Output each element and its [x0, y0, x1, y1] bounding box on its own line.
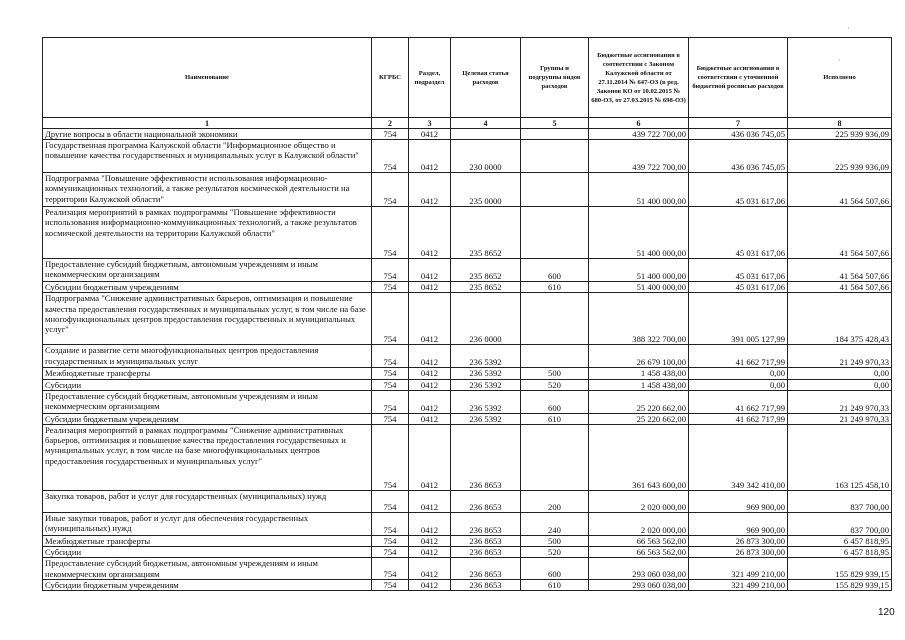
row-refined-amount: 0,00: [689, 379, 788, 390]
column-number: 6: [589, 118, 689, 129]
row-law-amount: 25 220 662,00: [589, 413, 689, 424]
row-refined-amount: 391 005 127,99: [689, 293, 788, 345]
row-name: Подпрограмма "Снижение административных барьеров, оптимизация и повышение качества предоставления государственных и муниципальных услуг, в том числе на базе многофункциональных центров предоставления государственных и муниципальных услуг": [43, 293, 372, 345]
row-executed-amount: 41 564 507,66: [788, 259, 892, 282]
row-target: 236 8653: [451, 547, 521, 558]
row-group: [521, 207, 589, 259]
column-number: 4: [451, 118, 521, 129]
column-number: 1: [43, 118, 372, 129]
row-group: [521, 293, 589, 345]
row-law-amount: 51 400 000,00: [589, 282, 689, 293]
table-row: [43, 368, 892, 379]
row-law-amount: 66 563 562,00: [589, 547, 689, 558]
row-section: 0412: [409, 293, 451, 345]
row-refined-amount: 321 499 210,00: [689, 579, 788, 590]
row-refined-amount: 45 031 617,06: [689, 282, 788, 293]
row-name: Субсидии бюджетным учреждениям: [43, 413, 372, 424]
row-section: 0412: [409, 547, 451, 558]
row-target: 236 5392: [451, 413, 521, 424]
row-executed-amount: 225 939 936,09: [788, 140, 892, 173]
row-executed-amount: 155 829 939,15: [788, 579, 892, 590]
header-name: Наименование: [43, 38, 372, 118]
row-section: 0412: [409, 413, 451, 424]
header-law: Бюджетные ассигнования в соответствии с Законом Калужской области от 27.11.2014 № 647-ОЗ (в ред. Законов КО от 10.02.2015 № 680-ОЗ, от 27.03.2015 № 698-ОЗ): [589, 38, 689, 118]
row-name: Предоставление субсидий бюджетным, автономным учреждениям и иным некоммерческим организациям: [43, 390, 372, 413]
header-groups: Группы и подгруппы видов расходов: [521, 38, 589, 118]
row-executed-amount: 155 829 939,15: [788, 558, 892, 579]
row-name: Другие вопросы в области национальной экономики: [43, 129, 372, 140]
row-section: 0412: [409, 390, 451, 413]
row-kgrbs: 754: [372, 368, 409, 379]
table-row: [43, 293, 892, 345]
row-section: 0412: [409, 558, 451, 579]
table-row: [43, 282, 892, 293]
row-group: 520: [521, 547, 589, 558]
row-section: 0412: [409, 140, 451, 173]
table-row: [43, 579, 892, 590]
row-section: 0412: [409, 368, 451, 379]
row-refined-amount: 436 036 745,05: [689, 140, 788, 173]
row-law-amount: 439 722 700,00: [589, 140, 689, 173]
row-executed-amount: 41 564 507,66: [788, 173, 892, 207]
row-target: 236 8653: [451, 536, 521, 547]
scan-mark: ·: [847, 24, 850, 33]
row-executed-amount: 41 564 507,66: [788, 207, 892, 259]
table-body: [43, 129, 892, 591]
row-refined-amount: 41 662 717,99: [689, 413, 788, 424]
row-target: 235 8652: [451, 259, 521, 282]
row-target: 236 8653: [451, 558, 521, 579]
row-kgrbs: 754: [372, 390, 409, 413]
row-section: 0412: [409, 173, 451, 207]
row-group: [521, 140, 589, 173]
row-executed-amount: 225 939 936,09: [788, 129, 892, 140]
row-name: Подпрограмма "Повышение эффективности использования информационно-коммуникационных технологий, а также результатов космической деятельности на территории Калужской области": [43, 173, 372, 207]
row-name: Субсидии: [43, 379, 372, 390]
row-group: [521, 129, 589, 140]
header-executed: Исполнено: [788, 38, 892, 118]
row-name: Иные закупки товаров, работ и услуг для обеспечения государственных (муниципальных) нужд: [43, 513, 372, 536]
table-row: [43, 173, 892, 207]
row-name: Субсидии бюджетным учреждениям: [43, 282, 372, 293]
row-law-amount: 51 400 000,00: [589, 259, 689, 282]
row-kgrbs: 754: [372, 173, 409, 207]
header-refined: Бюджетные ассигнования в соответствии с уточненной бюджетной росписью расходов: [689, 38, 788, 118]
row-executed-amount: 6 457 818,95: [788, 547, 892, 558]
row-section: 0412: [409, 491, 451, 513]
row-kgrbs: 754: [372, 558, 409, 579]
row-refined-amount: 45 031 617,06: [689, 173, 788, 207]
row-refined-amount: 45 031 617,06: [689, 207, 788, 259]
row-section: 0412: [409, 513, 451, 536]
row-law-amount: 26 679 100,00: [589, 345, 689, 368]
row-target: [451, 129, 521, 140]
row-executed-amount: 0,00: [788, 368, 892, 379]
row-group: [521, 345, 589, 368]
row-law-amount: 51 400 000,00: [589, 173, 689, 207]
row-group: 600: [521, 558, 589, 579]
header-row: [43, 38, 892, 118]
row-name: Предоставление субсидий бюджетным, автономным учреждениям и иным некоммерческим организациям: [43, 259, 372, 282]
row-kgrbs: 754: [372, 491, 409, 513]
row-kgrbs: 754: [372, 579, 409, 590]
row-executed-amount: 0,00: [788, 379, 892, 390]
row-law-amount: 361 643 600,00: [589, 425, 689, 491]
row-target: 236 5392: [451, 345, 521, 368]
row-kgrbs: 754: [372, 129, 409, 140]
row-refined-amount: 41 662 717,99: [689, 390, 788, 413]
row-law-amount: 439 722 700,00: [589, 129, 689, 140]
row-kgrbs: 754: [372, 536, 409, 547]
row-group: [521, 173, 589, 207]
row-kgrbs: 754: [372, 293, 409, 345]
row-law-amount: 25 220 662,00: [589, 390, 689, 413]
row-refined-amount: 969 900,00: [689, 491, 788, 513]
row-law-amount: 2 020 000,00: [589, 513, 689, 536]
row-section: 0412: [409, 536, 451, 547]
row-name: Субсидии бюджетным учреждениям: [43, 579, 372, 590]
table-row: [43, 536, 892, 547]
header-kgrbs: КГРБС: [372, 38, 409, 118]
row-name: Межбюджетные трансферты: [43, 368, 372, 379]
row-executed-amount: 21 249 970,33: [788, 413, 892, 424]
row-section: 0412: [409, 425, 451, 491]
row-kgrbs: 754: [372, 513, 409, 536]
row-refined-amount: 45 031 617,06: [689, 259, 788, 282]
page-number: 120: [878, 607, 895, 618]
column-number-row: [43, 118, 892, 129]
row-kgrbs: 754: [372, 413, 409, 424]
row-refined-amount: 349 342 410,00: [689, 425, 788, 491]
row-executed-amount: 163 125 458,10: [788, 425, 892, 491]
row-section: 0412: [409, 259, 451, 282]
row-refined-amount: 26 873 300,00: [689, 536, 788, 547]
column-number: 3: [409, 118, 451, 129]
row-law-amount: 1 458 438,00: [589, 368, 689, 379]
row-section: 0412: [409, 282, 451, 293]
row-law-amount: 51 400 000,00: [589, 207, 689, 259]
row-executed-amount: 41 564 507,66: [788, 282, 892, 293]
row-group: 240: [521, 513, 589, 536]
row-refined-amount: 436 036 745,05: [689, 129, 788, 140]
row-name: Создание и развитие сети многофункциональных центров предоставления государственных и муниципальных услуг: [43, 345, 372, 368]
row-refined-amount: 0,00: [689, 368, 788, 379]
row-name: Реализация мероприятий в рамках подпрограммы "Снижение административных барьеров, оптимизация и повышение качества предоставления государственных и муниципальных услуг, в том числе на базе многофункциональных центров предоставления государственных и муниципальных услуг": [43, 425, 372, 491]
row-kgrbs: 754: [372, 259, 409, 282]
header-target: Целевая статья расходов: [451, 38, 521, 118]
table-row: [43, 390, 892, 413]
row-target: 230 0000: [451, 140, 521, 173]
row-section: 0412: [409, 345, 451, 368]
row-executed-amount: 21 249 970,33: [788, 390, 892, 413]
table-row: [43, 425, 892, 491]
row-target: 236 8653: [451, 579, 521, 590]
row-group: 500: [521, 368, 589, 379]
table-row: [43, 379, 892, 390]
row-group: 610: [521, 282, 589, 293]
row-name: Субсидии: [43, 547, 372, 558]
row-target: 236 8653: [451, 425, 521, 491]
row-law-amount: 388 322 700,00: [589, 293, 689, 345]
row-group: 610: [521, 579, 589, 590]
row-section: 0412: [409, 579, 451, 590]
row-section: 0412: [409, 379, 451, 390]
row-kgrbs: 754: [372, 425, 409, 491]
row-name: Реализация мероприятий в рамках подпрограммы "Повышение эффективности использования информационно-коммуникационных технологий, а также результатов космической деятельности на территории Калужской области": [43, 207, 372, 259]
row-executed-amount: 6 457 818,95: [788, 536, 892, 547]
row-law-amount: 1 458 438,00: [589, 379, 689, 390]
row-kgrbs: 754: [372, 345, 409, 368]
table-row: [43, 547, 892, 558]
row-group: 520: [521, 379, 589, 390]
row-group: 200: [521, 491, 589, 513]
row-group: 600: [521, 390, 589, 413]
row-law-amount: 293 060 038,00: [589, 558, 689, 579]
row-refined-amount: 26 873 300,00: [689, 547, 788, 558]
row-name: Закупка товаров, работ и услуг для государственных (муниципальных) нужд: [43, 491, 372, 513]
row-target: 236 5392: [451, 379, 521, 390]
row-target: 235 8652: [451, 207, 521, 259]
row-target: 235 8652: [451, 282, 521, 293]
row-group: 600: [521, 259, 589, 282]
row-name: Предоставление субсидий бюджетным, автономным учреждениям и иным некоммерческим организациям: [43, 558, 372, 579]
budget-table: [42, 37, 892, 591]
row-target: 236 5392: [451, 368, 521, 379]
row-kgrbs: 754: [372, 282, 409, 293]
row-executed-amount: 837 700,00: [788, 513, 892, 536]
row-group: [521, 425, 589, 491]
row-target: 236 5392: [451, 390, 521, 413]
row-section: 0412: [409, 129, 451, 140]
row-target: 236 8653: [451, 491, 521, 513]
row-kgrbs: 754: [372, 207, 409, 259]
row-executed-amount: 837 700,00: [788, 491, 892, 513]
row-group: 500: [521, 536, 589, 547]
row-kgrbs: 754: [372, 547, 409, 558]
column-number: 7: [689, 118, 788, 129]
column-number: 5: [521, 118, 589, 129]
row-name: Межбюджетные трансферты: [43, 536, 372, 547]
table-row: [43, 140, 892, 173]
row-executed-amount: 21 249 970,33: [788, 345, 892, 368]
table-row: [43, 513, 892, 536]
row-law-amount: 2 020 000,00: [589, 491, 689, 513]
table-row: [43, 413, 892, 424]
table-row: [43, 259, 892, 282]
row-group: 610: [521, 413, 589, 424]
row-target: 235 0000: [451, 173, 521, 207]
row-name: Государственная программа Калужской области "Информационное общество и повышение качества государственных и муниципальных услуг в Калужской области": [43, 140, 372, 173]
row-kgrbs: 754: [372, 140, 409, 173]
header-section: Раздел, подраздел: [409, 38, 451, 118]
row-law-amount: 66 563 562,00: [589, 536, 689, 547]
table-row: [43, 558, 892, 579]
table-row: [43, 491, 892, 513]
row-refined-amount: 321 499 210,00: [689, 558, 788, 579]
row-target: 236 8653: [451, 513, 521, 536]
row-target: 236 0000: [451, 293, 521, 345]
row-section: 0412: [409, 207, 451, 259]
row-executed-amount: 184 375 428,43: [788, 293, 892, 345]
row-refined-amount: 41 662 717,99: [689, 345, 788, 368]
column-number: 8: [788, 118, 892, 129]
column-number: 2: [372, 118, 409, 129]
table-row: [43, 345, 892, 368]
row-law-amount: 293 060 038,00: [589, 579, 689, 590]
row-refined-amount: 969 900,00: [689, 513, 788, 536]
row-kgrbs: 754: [372, 379, 409, 390]
scan-mark: ·: [838, 56, 841, 65]
table-row: [43, 129, 892, 140]
table-row: [43, 207, 892, 259]
